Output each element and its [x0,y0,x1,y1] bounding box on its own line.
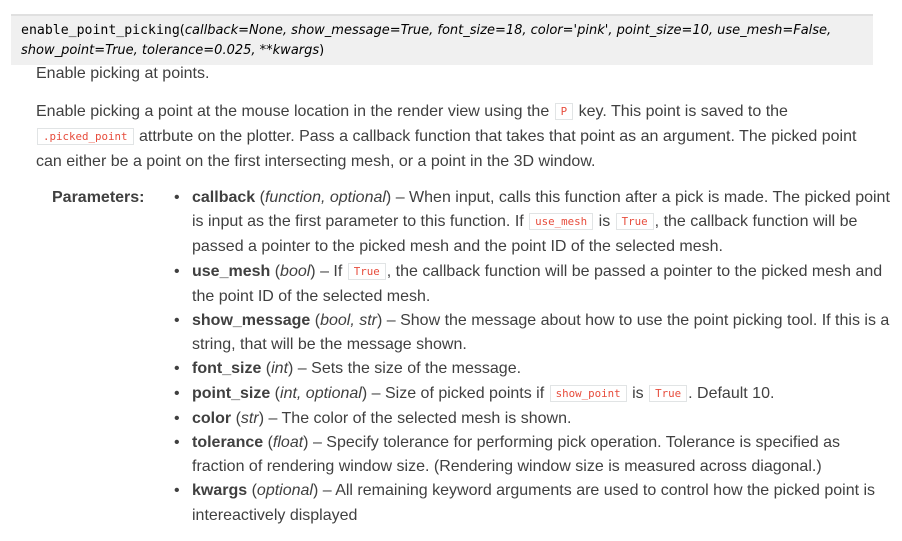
param-close-paren: ) [258,409,265,427]
function-name: enable_point_picking [21,23,180,38]
inline-code: show_point [550,385,627,402]
inline-code: True [649,385,687,402]
param-dash: – [293,360,312,378]
description-text-1: Enable picking a point at the mouse location in the render view using the [36,103,550,120]
bullet: • [174,434,180,452]
param-type: optional [256,482,313,500]
param-open-paren: ( [270,262,281,280]
param-dash: – [318,482,336,500]
param-callback [174,186,892,260]
param-dash: – [367,384,385,402]
param-name: use_mesh [192,262,271,280]
param-text: All remaining keyword arguments are used to control how the picked point is intereactively displayed [192,482,876,524]
param-open-paren: ( [270,384,281,402]
param-type: float [272,434,304,452]
param-tolerance [174,431,892,479]
bullet: • [174,482,180,500]
param-text: If [333,262,343,280]
param-open-paren: ( [263,434,273,452]
param-kwargs [174,479,892,527]
param-name: tolerance [192,434,264,452]
param-close-paren: ) [376,312,383,330]
param-name: callback [192,189,256,206]
bullet: • [174,262,180,280]
param-open-paren: ( [247,482,257,500]
bullet: • [174,409,180,427]
description-paragraph [36,100,886,174]
param-type: function, optional [264,189,386,206]
param-close-paren: ) [288,360,294,378]
param-show-message [174,309,892,357]
bullet: • [174,189,180,206]
param-text: The color of the selected mesh is shown. [281,409,572,427]
inline-code-attribute: .picked_point [37,128,134,145]
param-text: Size of picked points if [384,384,545,402]
param-text: Show the message about how to use the point picking tool. If this is a string, that will be the message shown. [192,312,890,354]
param-close-paren: ) [310,262,316,280]
param-dash: – [264,409,282,427]
param-text: Sets the size of the message. [311,360,522,378]
param-text: . Default 10. [688,384,775,402]
function-signature [11,14,873,65]
function-description [36,62,886,174]
param-name: kwargs [192,482,248,500]
param-type: int, optional [280,384,362,402]
param-dash: – [315,262,334,280]
param-type: int [271,360,289,378]
param-close-paren: ) [361,384,368,402]
param-color [174,407,892,431]
param-type: str [240,409,259,427]
param-dash: – [308,434,327,452]
param-close-paren: ) [385,189,392,206]
parameters-list [174,186,892,528]
param-type: bool [280,262,311,280]
param-name: color [192,409,232,427]
param-text: , the callback function will be passed a pointer to the picked mesh and the point ID of the selected mesh. [192,213,858,256]
param-open-paren: ( [255,189,265,206]
param-use-mesh [174,260,892,309]
inline-code: use_mesh [529,213,593,230]
bullet: • [174,312,180,330]
inline-code-key: P [555,103,574,120]
param-font-size [174,357,892,381]
bullet: • [174,360,180,378]
bullet: • [174,384,180,402]
inline-code: True [616,213,654,230]
param-open-paren: ( [261,360,272,378]
param-dash: – [382,312,401,330]
param-open-paren: ( [310,312,321,330]
description-text-3: attrbute on the plotter. Pass a callback function that takes that point as an argument. The picked point can either be a point on the first intersecting mesh, or a point in the 3D window. [36,128,857,170]
param-text: , the callback function will be passed a pointer to the picked mesh and the point ID of the selected mesh. [192,262,883,305]
param-name: show_message [192,312,311,330]
description-text-2: key. This point is saved to the [578,103,788,120]
param-text: When input, calls this function after a pick is made. The picked point is input as the first parameter to this function. If [192,189,890,231]
param-close-paren: ) [312,482,319,500]
signature-open-paren: ( [179,23,185,38]
param-type: bool, str [320,312,377,330]
param-open-paren: ( [231,409,241,427]
param-name: font_size [192,360,262,378]
inline-code: True [348,263,386,280]
param-dash: – [391,189,410,206]
param-point-size [174,382,892,407]
param-name: point_size [192,384,271,402]
parameters-label: Parameters: [52,189,145,206]
function-arguments: callback=None, show_message=True, font_size=18, color='pink', point_size=10, use_mesh=False, show_point=True, tolerance=0.025, **kwargs [21,23,832,58]
param-text: is [598,213,611,231]
param-text: Specify tolerance for performing pick operation. Tolerance is specified as fraction of rendering window size. (Rendering window size is measured across diagonal.) [192,434,841,476]
signature-close-paren: ) [319,43,325,58]
param-text: is [632,384,644,402]
summary-text: Enable picking at points. [36,65,210,82]
param-close-paren: ) [303,434,309,452]
